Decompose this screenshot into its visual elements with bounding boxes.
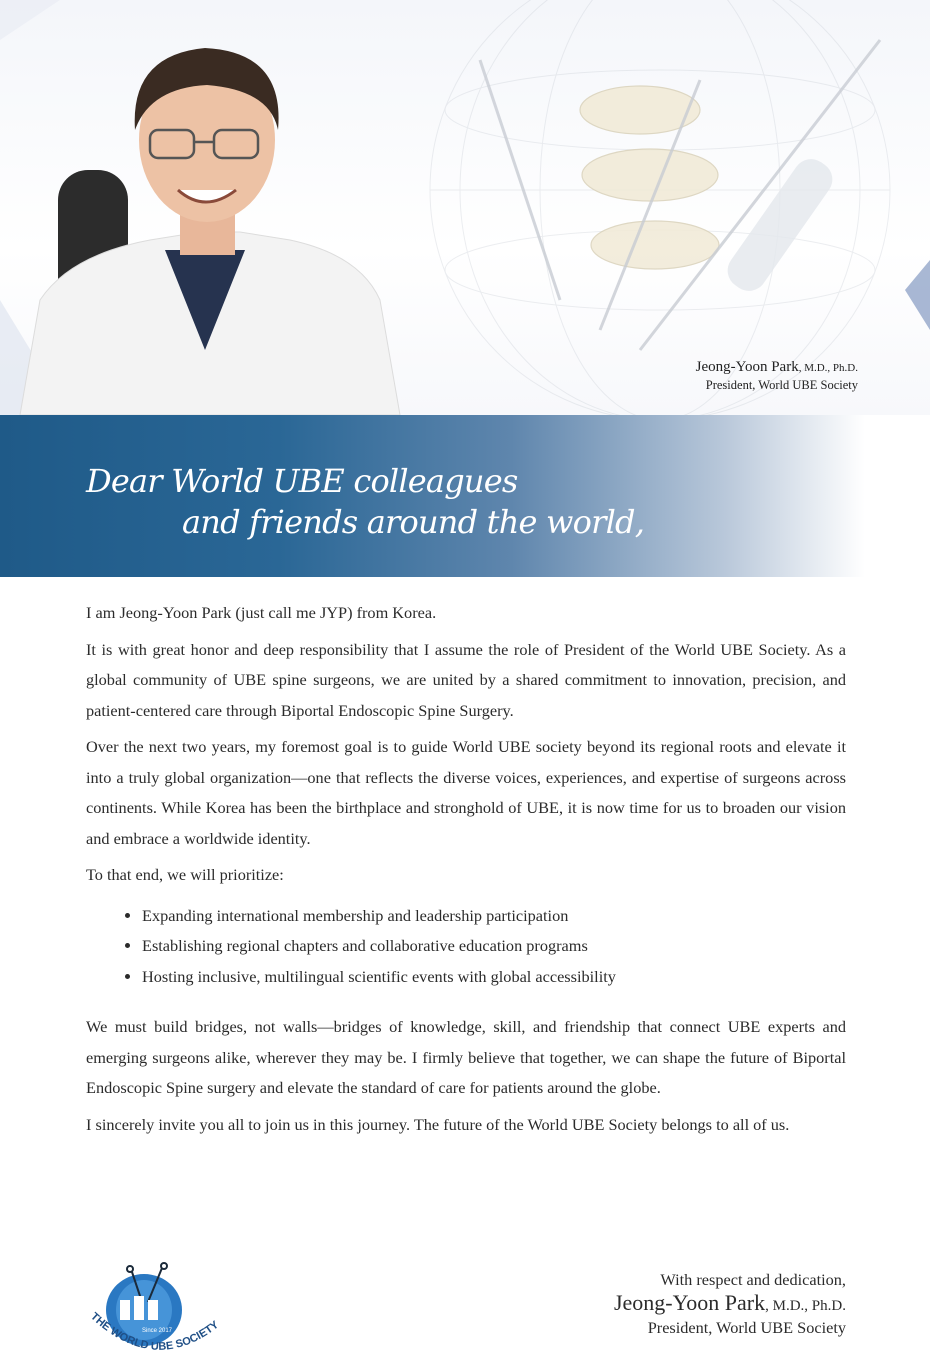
- letter-paragraph: It is with great honor and deep responsibility that I assume the role of President of the World UBE Society. As a global community of UBE spine surgeons, we are united by a shared commitment to innovation, precision, and patient-centered care through Biportal Endoscopic Spine Surgery.: [86, 639, 846, 720]
- header-role: President, World UBE Society: [705, 378, 858, 392]
- header-degrees: , M.D., Ph.D.: [798, 362, 858, 374]
- letter-paragraph: I am Jeong-Yoon Park (just call me JYP) from Korea.: [86, 603, 437, 622]
- hero-illustration: [0, 0, 930, 415]
- letter-paragraph: Over the next two years, my foremost goal is to guide World UBE society beyond its regional roots and elevate it into a truly global organization—one that reflects the diverse voices, experiences, and expertise of surgeons across continents. While Korea has been the birthplace and stronghold of UBE, it is now time for us to broaden our vision and embrace a worldwide identity.: [86, 737, 846, 848]
- header-name: Jeong-Yoon Park: [695, 359, 799, 375]
- banner-line-1: Dear World UBE colleagues: [86, 462, 518, 500]
- list-item: • Hosting inclusive, multilingual scientific events with global accessibility: [142, 962, 846, 993]
- closing-salutation: With respect and dedication,: [660, 1270, 846, 1289]
- letter-paragraph: To that end, we will prioritize:: [86, 865, 284, 884]
- closing-degrees: , M.D., Ph.D.: [765, 1298, 846, 1314]
- letter-paragraph: We must build bridges, not walls—bridges of knowledge, skill, and friendship that connect UBE experts and emerging surgeons alike, wherever they may be. I firmly believe that together, we can shape the future of Biportal Endoscopic Spine surgery and elevate the standard of care for patients around the globe.: [86, 1017, 846, 1097]
- greeting-banner: [0, 415, 930, 577]
- logo-emblem-icon: [82, 1262, 232, 1367]
- world-ube-society-logo: [82, 1262, 232, 1367]
- hero-image: [0, 0, 930, 415]
- header-signature: [696, 358, 858, 393]
- closing-signature: [614, 1270, 846, 1338]
- priority-list: [86, 901, 846, 993]
- logo-text: THE WORLD UBE SOCIETY: [88, 1310, 222, 1353]
- letter-body: [86, 598, 846, 1146]
- list-item: • Establishing regional chapters and collaborative education programs: [142, 931, 846, 962]
- closing-name: Jeong-Yoon Park: [613, 1290, 766, 1315]
- banner-line-2: and friends around the world,: [182, 503, 645, 541]
- list-item: • Expanding international membership and leadership participation: [142, 901, 846, 932]
- logo-since: Since 2017: [142, 1328, 173, 1334]
- closing-role: President, World UBE Society: [647, 1318, 846, 1337]
- letter-paragraph: I sincerely invite you all to join us in this journey. The future of the World UBE Society belongs to all of us.: [86, 1114, 790, 1134]
